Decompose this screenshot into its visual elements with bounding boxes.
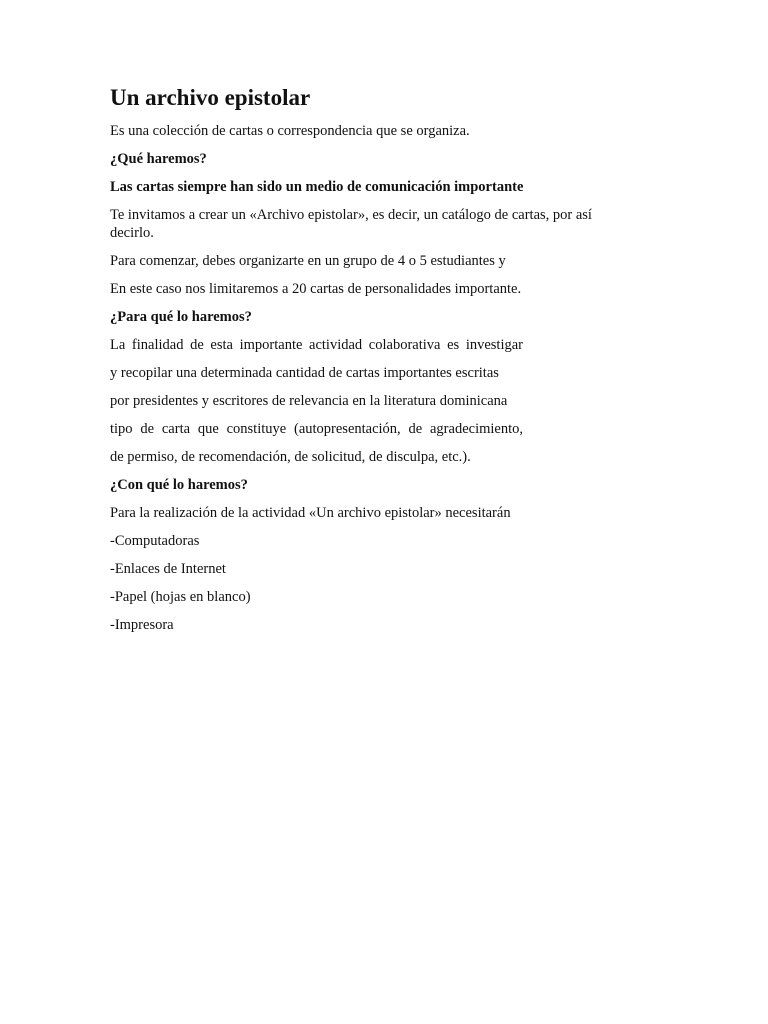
section-heading-para-que: ¿Para qué lo haremos? [110,309,252,325]
document-page [110,84,630,634]
section-heading-que-haremos: ¿Qué haremos? [110,151,207,167]
purpose-line: por presidentes y escritores de relevancia en la literatura dominicana [110,393,508,409]
paragraph-group: Para comenzar, debes organizarte en un grupo de 4 o 5 estudiantes y [110,253,506,269]
intro-paragraph: Es una colección de cartas o correspondencia que se organiza. [110,123,470,139]
section-heading-con-que: ¿Con qué lo haremos? [110,477,248,493]
purpose-line: y recopilar una determinada cantidad de cartas importantes escritas [110,365,499,381]
paragraph-limit: En este caso nos limitaremos a 20 cartas de personalidades importante. [110,281,522,297]
document-title: Un archivo epistolar [110,85,311,110]
purpose-line: de permiso, de recomendación, de solicitud, de disculpa, etc.). [110,449,471,465]
materials-item: -Impresora [110,617,174,633]
section-subheading: Las cartas siempre han sido un medio de comunicación importante [110,179,524,195]
purpose-line: tipo de carta que constituye (autopresentación, de agradecimiento, [110,421,523,437]
materials-item: -Computadoras [110,533,200,549]
paragraph-invitation: Te invitamos a crear un «Archivo epistolar», es decir, un catálogo de cartas, por así decirlo. [110,207,592,241]
materials-item: -Enlaces de Internet [110,561,226,577]
materials-intro: Para la realización de la actividad «Un archivo epistolar» necesitarán [110,505,511,521]
materials-item: -Papel (hojas en blanco) [110,589,251,605]
purpose-line: La finalidad de esta importante actividad colaborativa es investigar [110,337,523,353]
